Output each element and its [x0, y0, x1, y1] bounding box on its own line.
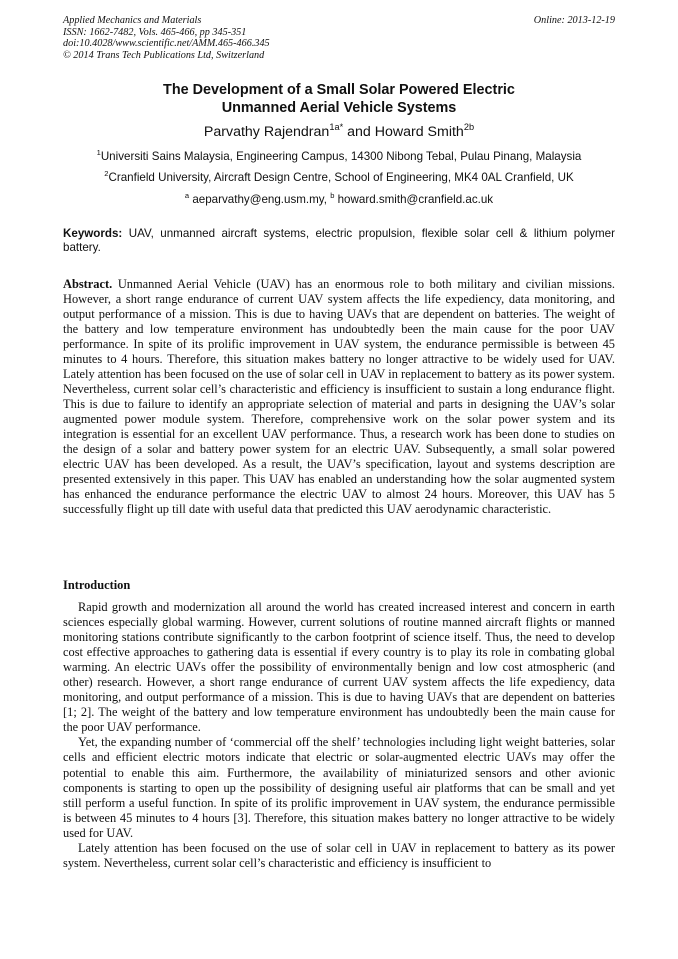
body-paragraph: Rapid growth and modernization all around the world has created increased interest and concern in earth sciences especially global warming. However, current solutions of routine manned aircraft flights or manned monitoring stations contribute significantly to the carbon footprint of science itself. Thus, the need to develop cost effective approaches to gathering data is essential if every country is to play its role in combating global warming. An electric UAVs offer the possibility of environmentally benign and low cost atmospheric (and other) research. However, a short range endurance of current UAV system affects the life expediency, data monitoring, and output performance of a mission. This is due to having UAVs that are dependent on batteries [1; 2]. The weight of the battery and low temperature environment has undoubtedly been the main cause for the poor UAV performance.	[63, 600, 615, 735]
online-date: Online: 2013-12-19	[533, 15, 615, 26]
affiliation-1	[40, 147, 638, 164]
author-name: Howard Smith	[374, 124, 464, 140]
journal-name: Applied Mechanics and Materials	[63, 15, 202, 26]
author-superscript: 2b	[463, 121, 475, 132]
body-paragraph: Yet, the expanding number of ‘commercial off the shelf’ technologies including light weight batteries, solar cells and efficient electric motors indicate that electric or solar-augmented electric UAVs may offer the potential to enable this aim. Furthermore, the availability of miniaturized sensors and other avionic components is starting to open up the possibility of designing useful air platforms that can be small and yet still perform a useful function. In spite of its prolific improvement in UAV system, the endurance permissible is between 45 minutes to 4 hours [3]. Therefore, this situation makes battery no longer attractive to be widely used for UAV.	[63, 735, 615, 840]
affiliation-marker: 1	[96, 147, 101, 157]
email-address: howard.smith@cranfield.ac.uk	[334, 193, 494, 206]
doi-line: doi:10.4028/www.scientific.net/AMM.465-466.345	[63, 38, 270, 50]
keywords-section	[63, 227, 615, 255]
affiliation-text: Universiti Sains Malaysia, Engineering Campus, 14300 Nibong Tebal, Pulau Pinang, Malaysia	[100, 150, 582, 163]
abstract-paragraph	[63, 277, 615, 517]
email-marker: b	[330, 190, 335, 200]
issn-line: ISSN: 1662-7482, Vols. 465-466, pp 345-351	[63, 26, 247, 38]
email-marker: a	[184, 190, 190, 200]
introduction-heading: Introduction	[63, 578, 131, 592]
title-line-1: The Development of a Small Solar Powered Electric	[163, 82, 515, 98]
copyright-line: © 2014 Trans Tech Publications Ltd, Switzerland	[63, 49, 265, 61]
abstract-section	[63, 277, 615, 517]
introduction-body	[63, 600, 615, 871]
keywords-label: Keywords:	[63, 227, 123, 240]
keywords-text: UAV, unmanned aircraft systems, electric propulsion, flexible solar cell & lithium polymer battery.	[63, 227, 615, 255]
abstract-label: Abstract.	[63, 277, 113, 291]
body-paragraph: Lately attention has been focused on the use of solar cell in UAV in replacement to battery as its power system. Nevertheless, current solar cell’s characteristic and efficiency is insufficient to	[63, 840, 615, 870]
affiliation-2	[40, 168, 638, 185]
title-line-2: Unmanned Aerial Vehicle Systems	[221, 99, 457, 116]
author-list	[63, 121, 615, 141]
author-superscript: 1a*	[329, 121, 344, 132]
author-emails	[40, 190, 638, 207]
author-name: Parvathy Rajendran	[203, 124, 330, 140]
journal-header	[63, 15, 615, 61]
abstract-text: Unmanned Aerial Vehicle (UAV) has an enormous role to both military and civilian missions. However, a short range endurance of current UAV system affects the life expediency, data monitoring, and output performance of a mission. This is due to having UAVs that are dependent on batteries. The weight of the battery and low temperature environment has undoubtedly been the main cause for the poor UAV performance. In spite of its prolific improvement in UAV system, the endurance permissible is between 45 minutes to 4 hours. Therefore, this situation makes battery no longer attractive to be widely used for UAV. Lately attention has been focused on the use of solar cell in UAV in replacement to battery as its power system. Nevertheless, current solar cell’s characteristic and efficiency is insufficient to sustain a long endurance flight. This is due to failure to identify an appropriate selection of material and parts in designing the UAV’s solar augmented power module system. Therefore, comprehensive work on the solar power system and its integration is essential for an excellent UAV performance. Thus, a research work has been done to studies on the design of a solar and battery power system for an electric UAV. Subsequently, a small solar powered electric UAV has been developed. As a result, the UAV’s specification, layout and systems description are presented extensively in this paper. This UAV has enabled an understanding how the solar augmented system has enhanced the endurance performance the electric UAV to almost 24 hours. Moreover, this UAV has 5 successfully flight up till date with useful data that predicted this UAV aerodynamic characteristic.	[63, 277, 615, 516]
author-conjunction: and	[343, 124, 375, 140]
affiliation-text: Cranfield University, Aircraft Design Centre, School of Engineering, MK4 0AL Cranfield, UK	[108, 171, 574, 184]
affiliation-marker: 2	[104, 168, 109, 178]
email-address: aeparvathy@eng.usm.my,	[189, 193, 331, 206]
paper-title	[63, 82, 615, 117]
